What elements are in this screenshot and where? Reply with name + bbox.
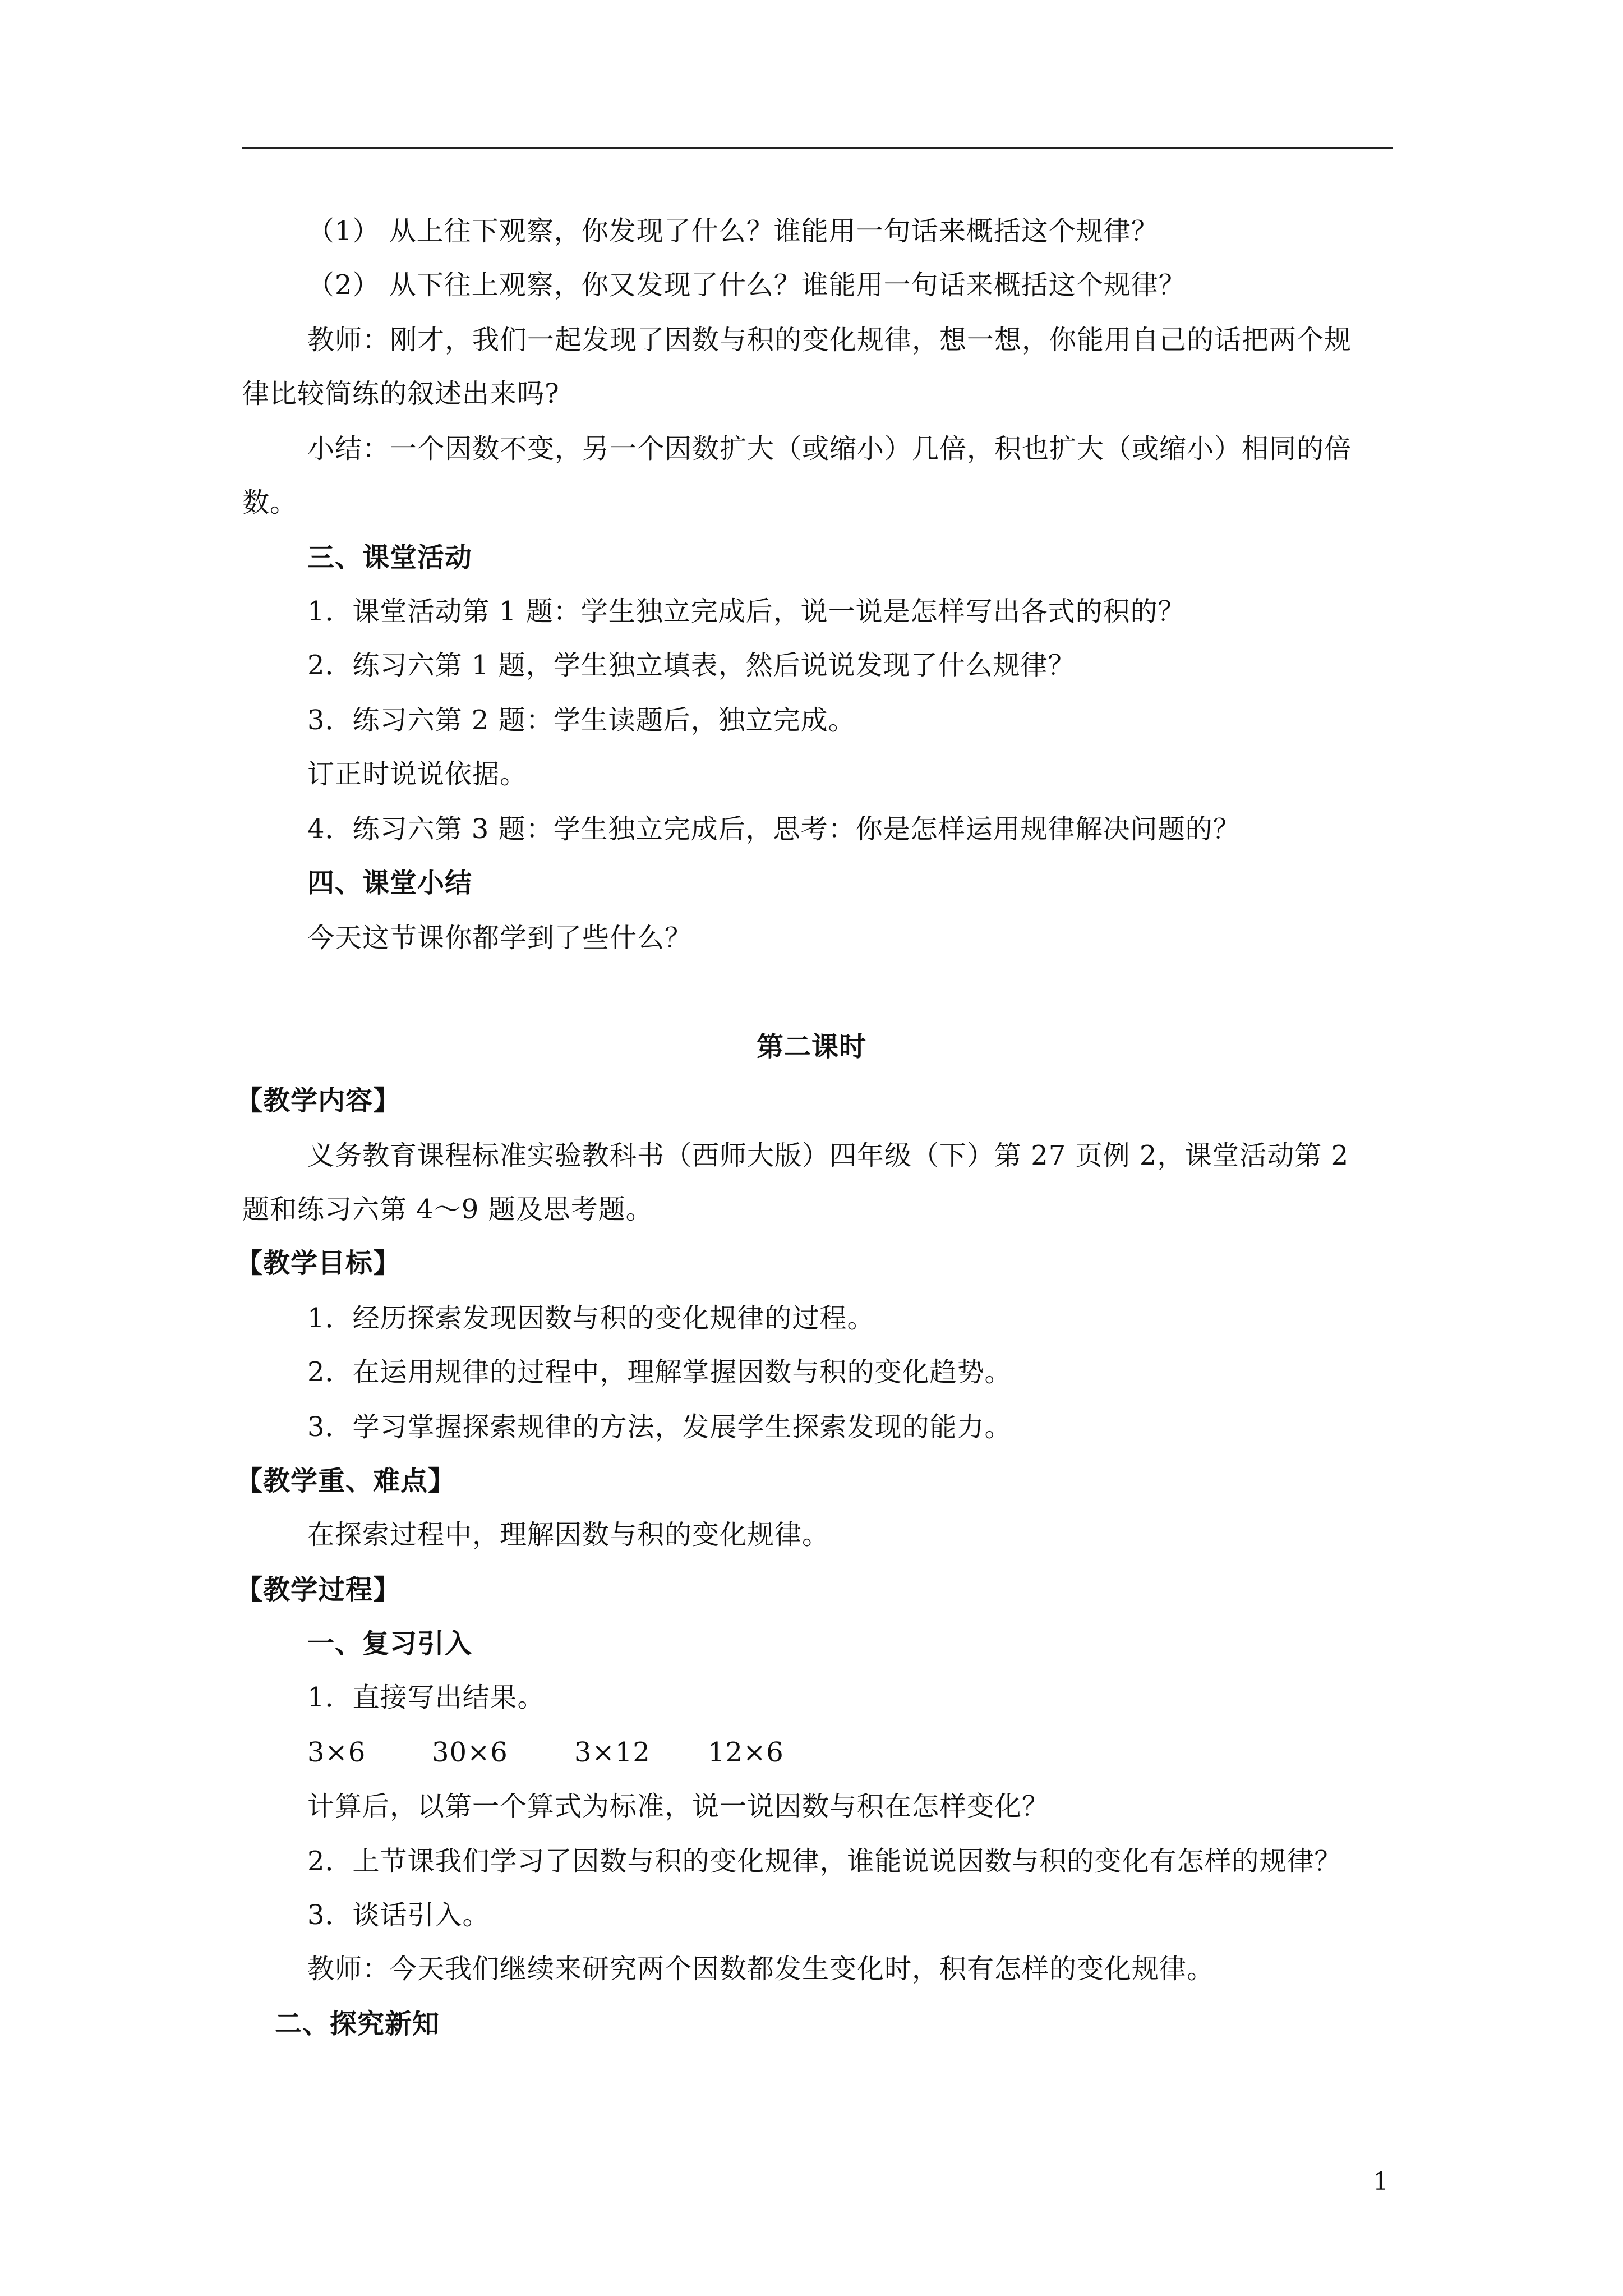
formula: 12×6 [708, 1737, 784, 1768]
text-line: 2．在运用规律的过程中，理解掌握因数与积的变化趋势。 [307, 1356, 1012, 1388]
section-heading: 四、课堂小结 [307, 867, 473, 899]
formula-row [307, 1736, 784, 1769]
text-line: 义务教育课程标准实验教科书（西师大版）四年级（下）第 27 页例 2，课堂活动第 2 [307, 1140, 1349, 1171]
text-line: 数。 [242, 487, 298, 518]
text-line: 2．上节课我们学习了因数与积的变化规律，谁能说说因数与积的变化有怎样的规律？ [307, 1846, 1342, 1877]
lesson-title: 第二课时 [756, 1031, 866, 1062]
text-line: 教师：刚才，我们一起发现了因数与积的变化规律，想一想，你能用自己的话把两个规 [307, 324, 1352, 356]
text-line: 题和练习六第 4～9 题及思考题。 [242, 1194, 653, 1225]
text-line: 教师：今天我们继续来研究两个因数都发生变化时，积有怎样的变化规律。 [307, 1953, 1215, 1985]
text-line: 小结：一个因数不变，另一个因数扩大（或缩小）几倍，积也扩大（或缩小）相同的倍 [307, 433, 1352, 464]
text-line: 订正时说说依据。 [307, 758, 528, 790]
text-line: 在探索过程中，理解因数与积的变化规律。 [307, 1519, 830, 1550]
text-line: 计算后，以第一个算式为标准，说一说因数与积在怎样变化？ [307, 1791, 1050, 1822]
text-line: （2） 从下往上观察，你又发现了什么？谁能用一句话来概括这个规律？ [307, 269, 1186, 301]
bracket-heading: 【教学内容】 [236, 1085, 401, 1116]
page-number: 1 [1373, 2168, 1389, 2196]
bracket-heading: 【教学过程】 [236, 1574, 401, 1605]
text-line: （1） 从上往下观察，你发现了什么？谁能用一句话来概括这个规律？ [307, 215, 1159, 247]
bracket-heading: 【教学目标】 [236, 1248, 401, 1279]
text-line: 2．练习六第 1 题，学生独立填表，然后说说发现了什么规律？ [307, 650, 1076, 681]
formula: 3×12 [574, 1737, 651, 1768]
text-line: 3．学习掌握探索规律的方法，发展学生探索发现的能力。 [307, 1411, 1012, 1443]
text-line: 3．练习六第 2 题：学生读题后，独立完成。 [307, 705, 856, 736]
text-line: 律比较简练的叙述出来吗? [242, 378, 560, 409]
text-line: 3．谈话引入。 [307, 1899, 490, 1931]
section-heading: 二、探究新知 [275, 2008, 440, 2040]
formula: 30×6 [432, 1737, 508, 1768]
text-line: 今天这节课你都学到了些什么？ [307, 922, 693, 954]
text-line: 1．直接写出结果。 [307, 1682, 545, 1713]
text-line: 1．课堂活动第 1 题：学生独立完成后，说一说是怎样写出各式的积的？ [307, 596, 1186, 627]
section-heading: 三、课堂活动 [307, 542, 473, 573]
formula: 3×6 [307, 1737, 366, 1768]
bracket-heading: 【教学重、难点】 [236, 1465, 456, 1497]
text-line: 1．经历探索发现因数与积的变化规律的过程。 [307, 1303, 875, 1334]
header-rule [242, 147, 1393, 149]
text-line: 4．练习六第 3 题：学生独立完成后，思考：你是怎样运用规律解决问题的？ [307, 813, 1241, 845]
section-heading: 一、复习引入 [307, 1628, 473, 1659]
